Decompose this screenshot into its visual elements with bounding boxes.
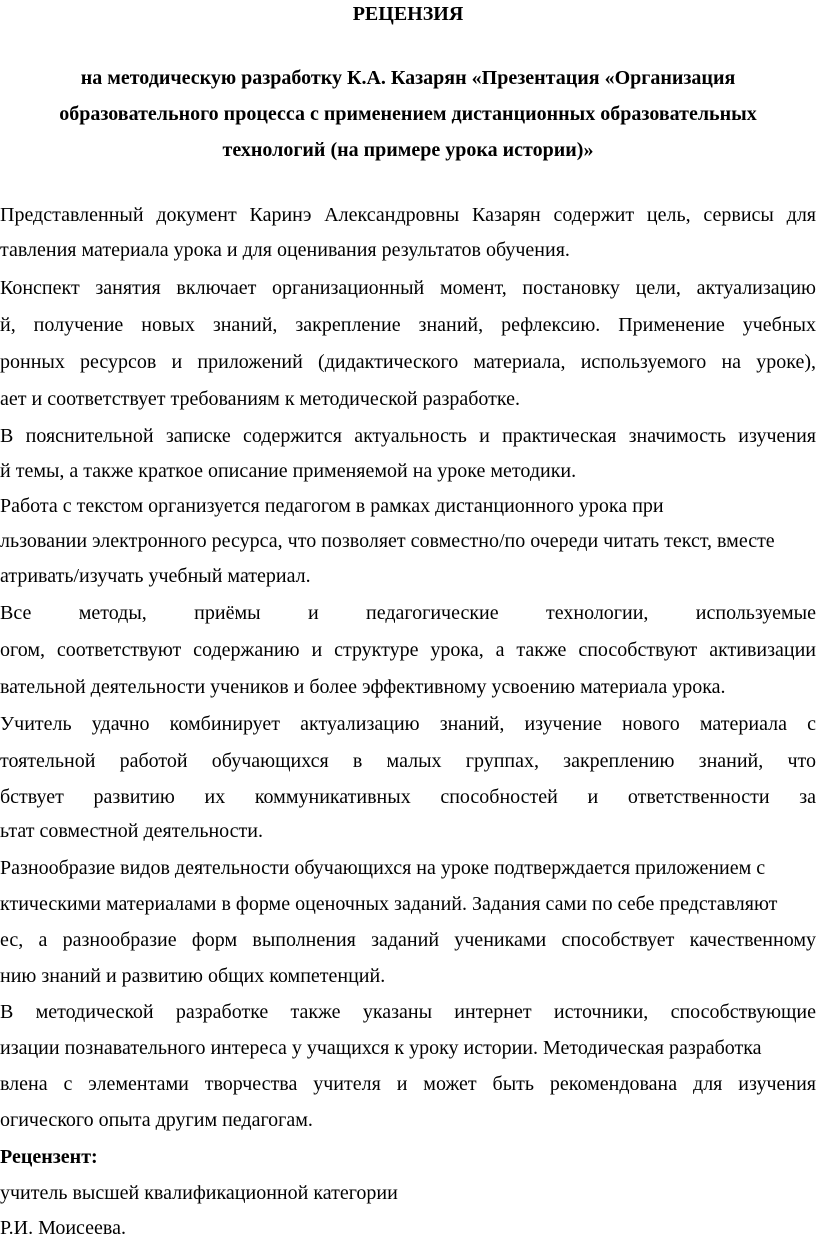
body-line: ктическими материалами в форме оценочных заданий. Задания сами по себе представляют [0, 893, 778, 915]
reviewer-position: учитель высшей квалификационной категории [0, 1182, 398, 1204]
body-line: Представленный документ Каринэ Александровны Казарян содержит цель, сервисы для [0, 204, 816, 226]
body-line: Конспект занятия включает организационный момент, постановку цели, актуализацию [0, 277, 816, 299]
body-line: В методической разработке также указаны интернет источники, способствующие [0, 1001, 816, 1023]
body-line: нию знаний и развитию общих компетенций. [0, 965, 386, 987]
body-line: тоятельной работой обучающихся в малых группах, закреплению знаний, что [0, 750, 816, 772]
body-line: влена с элементами творчества учителя и может быть рекомендована для изучения [0, 1073, 816, 1095]
body-line: Разнообразие видов деятельности обучающихся на уроке подтверждается приложением с [0, 857, 766, 879]
body-line: й темы, а также краткое описание применяемой на уроке методики. [0, 460, 577, 482]
body-line: ес, а разнообразие форм выполнения заданий учениками способствует качественному [0, 929, 816, 951]
body-line: ьтат совместной деятельности. [0, 820, 263, 842]
body-line: В пояснительной записке содержится актуальность и практическая значимость изучения [0, 425, 816, 447]
body-line: й, получение новых знаний, закрепление знаний, рефлексию. Применение учебных [0, 314, 816, 336]
body-line: изации познавательного интереса у учащихся к уроку истории. Методическая разработка [0, 1037, 762, 1059]
reviewer-name: Р.И. Моисеева. [0, 1217, 126, 1239]
body-line: Все методы, приёмы и педагогические технологии, используемые [0, 602, 816, 624]
body-line: бствует развитию их коммуникативных способностей и ответственности за [0, 786, 816, 808]
body-line: тавления материала урока и для оценивания результатов обучения. [0, 239, 570, 261]
body-line: огического опыта другим педагогам. [0, 1109, 313, 1131]
body-line: вательной деятельности учеников и более эффективному усвоению материала урока. [0, 676, 726, 698]
body-line: льзовании электронного ресурса, что позволяет совместно/по очереди читать текст, вместе [0, 530, 775, 552]
document-subtitle: на методическую разработку К.А. Казарян «Презентация «Организация образовательного процесса с применением дистанционных образовательных технологий (на примере урока истории)» [59, 67, 757, 161]
body-line: ает и соответствует требованиям к методической разработке. [0, 388, 520, 410]
body-line: атривать/изучать учебный материал. [0, 565, 311, 587]
reviewer-label: Рецензент: [0, 1146, 98, 1168]
body-line: Работа с текстом организуется педагогом в рамках дистанционного урока при [0, 495, 664, 517]
body-line: Учитель удачно комбинирует актуализацию знаний, изучение нового материала с [0, 713, 816, 735]
body-line: ронных ресурсов и приложений (дидактического материала, используемого на уроке), [0, 351, 816, 373]
document-title: РЕЦЕНЗИЯ [352, 3, 464, 25]
body-line: огом, соответствуют содержанию и структуре урока, а также способствуют активизации [0, 639, 816, 661]
